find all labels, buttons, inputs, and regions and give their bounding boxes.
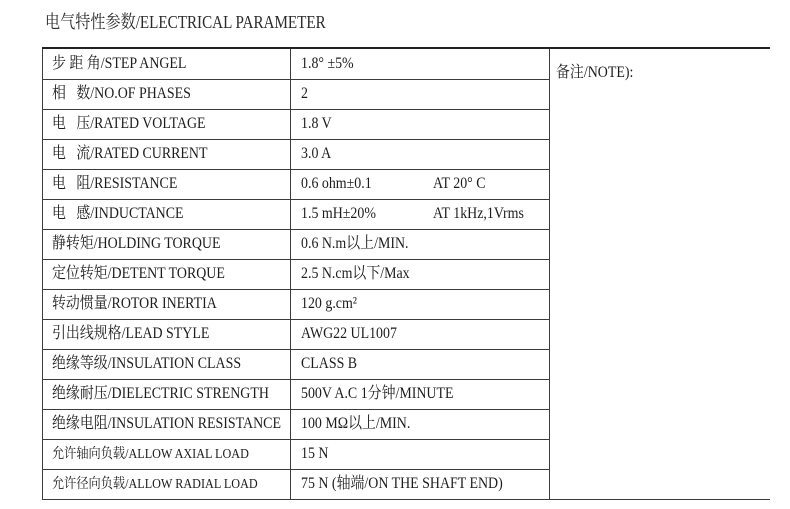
param-label-text: 电 阻/RESISTANCE	[52, 175, 178, 192]
note-panel	[549, 49, 770, 500]
param-label-text: 允许轴向负载/ALLOW AXIAL LOAD	[52, 446, 249, 462]
param-value	[291, 319, 550, 349]
param-value-text: AWG22 UL1007	[301, 325, 397, 342]
param-condition: AT 20° C	[433, 175, 486, 192]
table-row	[43, 109, 550, 139]
param-label-text: 步 距 角/STEP ANGEL	[52, 54, 187, 72]
table-row	[43, 259, 550, 289]
param-label-text: 绝缘等级/INSULATION CLASS	[52, 355, 242, 372]
table-row	[43, 229, 550, 259]
param-value-text: 2	[301, 85, 308, 102]
param-value-text: 2.5 N.cm以下/Max	[301, 265, 410, 282]
table-row	[43, 379, 550, 409]
page-title: 电气特性参数/ELECTRICAL PARAMETER	[45, 12, 326, 32]
param-value	[291, 109, 550, 139]
param-label-text: 允许径向负载/ALLOW RADIAL LOAD	[52, 476, 258, 492]
param-label	[43, 349, 291, 379]
param-label-text: 定位转矩/DETENT TORQUE	[52, 265, 225, 282]
param-value	[291, 379, 550, 409]
param-value-text: 120 g.cm²	[301, 295, 357, 312]
param-label	[43, 379, 291, 409]
table-row	[43, 49, 550, 79]
param-label-text: 引出线规格/LEAD STYLE	[52, 325, 210, 342]
table-row	[43, 289, 550, 319]
param-label-text: 绝缘耐压/DIELECTRIC STRENGTH	[52, 385, 269, 402]
param-value-text: 500V A.C 1分钟/MINUTE	[301, 385, 454, 402]
table-row	[43, 199, 550, 229]
parameter-table	[42, 49, 550, 500]
param-value	[291, 169, 550, 199]
param-value	[291, 229, 550, 259]
param-value-text: 0.6 ohm±0.1	[301, 175, 372, 192]
note-label: 备注/NOTE):	[556, 64, 634, 81]
param-value	[291, 349, 550, 379]
param-value	[291, 409, 550, 439]
table-row	[43, 469, 550, 499]
param-label	[43, 469, 291, 499]
param-label-text: 静转矩/HOLDING TORQUE	[52, 235, 221, 252]
param-value	[291, 259, 550, 289]
table-row	[43, 319, 550, 349]
param-label	[43, 169, 291, 199]
param-label	[43, 199, 291, 229]
param-label-text: 电 压/RATED VOLTAGE	[52, 115, 206, 132]
param-value	[291, 289, 550, 319]
table-row	[43, 409, 550, 439]
table-row	[43, 79, 550, 109]
param-value	[291, 439, 550, 469]
param-label	[43, 49, 291, 79]
param-label-text: 相 数/NO.OF PHASES	[52, 85, 191, 102]
param-label-text: 绝缘电阻/INSULATION RESISTANCE	[52, 415, 281, 432]
param-label	[43, 319, 291, 349]
param-label	[43, 259, 291, 289]
param-condition: AT 1kHz,1Vrms	[433, 205, 524, 222]
param-value-text: 0.6 N.m以上/MIN.	[301, 235, 409, 252]
param-value	[291, 139, 550, 169]
param-value-text: 75 N (轴端/ON THE SHAFT END)	[301, 475, 503, 492]
param-label	[43, 409, 291, 439]
param-value	[291, 49, 550, 79]
param-label-text: 电 流/RATED CURRENT	[52, 145, 208, 162]
param-value	[291, 79, 550, 109]
param-label-text: 电 感/INDUCTANCE	[52, 205, 184, 222]
param-value-text: 1.5 mH±20%	[301, 205, 376, 222]
param-label	[43, 79, 291, 109]
param-value	[291, 199, 550, 229]
param-value-text: 100 MΩ以上/MIN.	[301, 415, 411, 432]
param-label	[43, 229, 291, 259]
param-label	[43, 289, 291, 319]
param-label	[43, 109, 291, 139]
param-value-text: 1.8° ±5%	[301, 54, 354, 72]
param-label	[43, 139, 291, 169]
param-label-text: 转动惯量/ROTOR INERTIA	[52, 295, 217, 312]
param-value-text: 1.8 V	[301, 115, 332, 132]
param-value-text: 3.0 A	[301, 145, 332, 162]
param-value-text: CLASS B	[301, 355, 358, 372]
table-row	[43, 349, 550, 379]
param-label	[43, 439, 291, 469]
table-row	[43, 139, 550, 169]
table-row	[43, 169, 550, 199]
table-row	[43, 439, 550, 469]
param-value-text: 15 N	[301, 445, 329, 462]
param-value	[291, 469, 550, 499]
